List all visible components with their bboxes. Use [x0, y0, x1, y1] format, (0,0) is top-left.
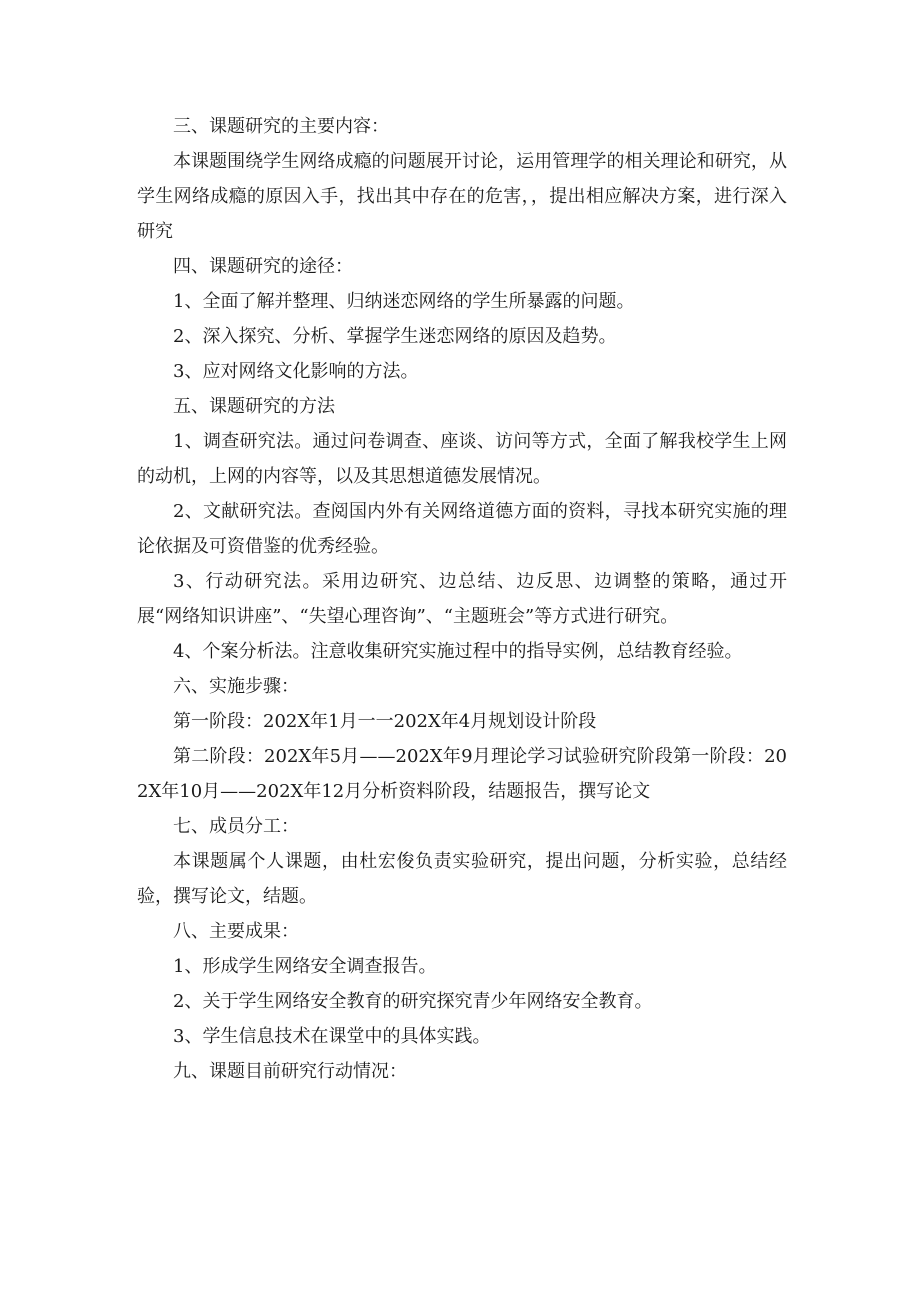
list-item-approach-3: 3、应对网络文化影响的方法。 [173, 361, 419, 382]
document-page [137, 109, 787, 1089]
step-phase-2: 第二阶段：202X年5月——202X年9月理论学习试验研究阶段第一阶段：202X年10月——202X年12月分析资料阶段，结题报告，撰写论文 [137, 746, 787, 802]
list-item-method-4: 4、个案分析法。注意收集研究实施过程中的指导实例，总结教育经验。 [173, 641, 743, 662]
list-item-approach-2: 2、深入探究、分析、掌握学生迷恋网络的原因及趋势。 [173, 326, 617, 347]
heading-progress: 九、课题目前研究行动情况： [173, 1061, 407, 1082]
heading-main-content: 三、课题研究的主要内容： [173, 116, 389, 137]
list-item-method-1: 1、调查研究法。通过问卷调查、座谈、访问等方式，全面了解我校学生上网的动机，上网的内容等，以及其思想道德发展情况。 [137, 431, 787, 487]
step-phase-1: 第一阶段：202X年1月一一202X年4月规划设计阶段 [173, 711, 597, 732]
heading-members: 七、成员分工： [173, 816, 299, 837]
list-item-result-3: 3、学生信息技术在课堂中的具体实践。 [173, 1026, 491, 1047]
heading-methods: 五、课题研究的方法 [173, 396, 335, 417]
heading-results: 八、主要成果： [173, 921, 299, 942]
heading-approach: 四、课题研究的途径： [173, 256, 353, 277]
list-item-approach-1: 1、全面了解并整理、归纳迷恋网络的学生所暴露的问题。 [173, 291, 635, 312]
list-item-result-2: 2、关于学生网络安全教育的研究探究青少年网络安全教育。 [173, 991, 653, 1012]
paragraph-members: 本课题属个人课题，由杜宏俊负责实验研究，提出问题，分析实验，总结经验，撰写论文，结题。 [137, 851, 787, 907]
list-item-method-2: 2、文献研究法。查阅国内外有关网络道德方面的资料，寻找本研究实施的理论依据及可资借鉴的优秀经验。 [137, 501, 787, 557]
list-item-result-1: 1、形成学生网络安全调查报告。 [173, 956, 437, 977]
list-item-method-3: 3、行动研究法。采用边研究、边总结、边反思、边调整的策略，通过开展“网络知识讲座”、“失望心理咨询”、“主题班会”等方式进行研究。 [137, 571, 787, 627]
heading-steps: 六、实施步骤： [173, 676, 299, 697]
paragraph-main-content: 本课题围绕学生网络成瘾的问题展开讨论，运用管理学的相关理论和研究，从学生网络成瘾的原因入手，找出其中存在的危害，，提出相应解决方案，进行深入研究 [137, 151, 787, 242]
